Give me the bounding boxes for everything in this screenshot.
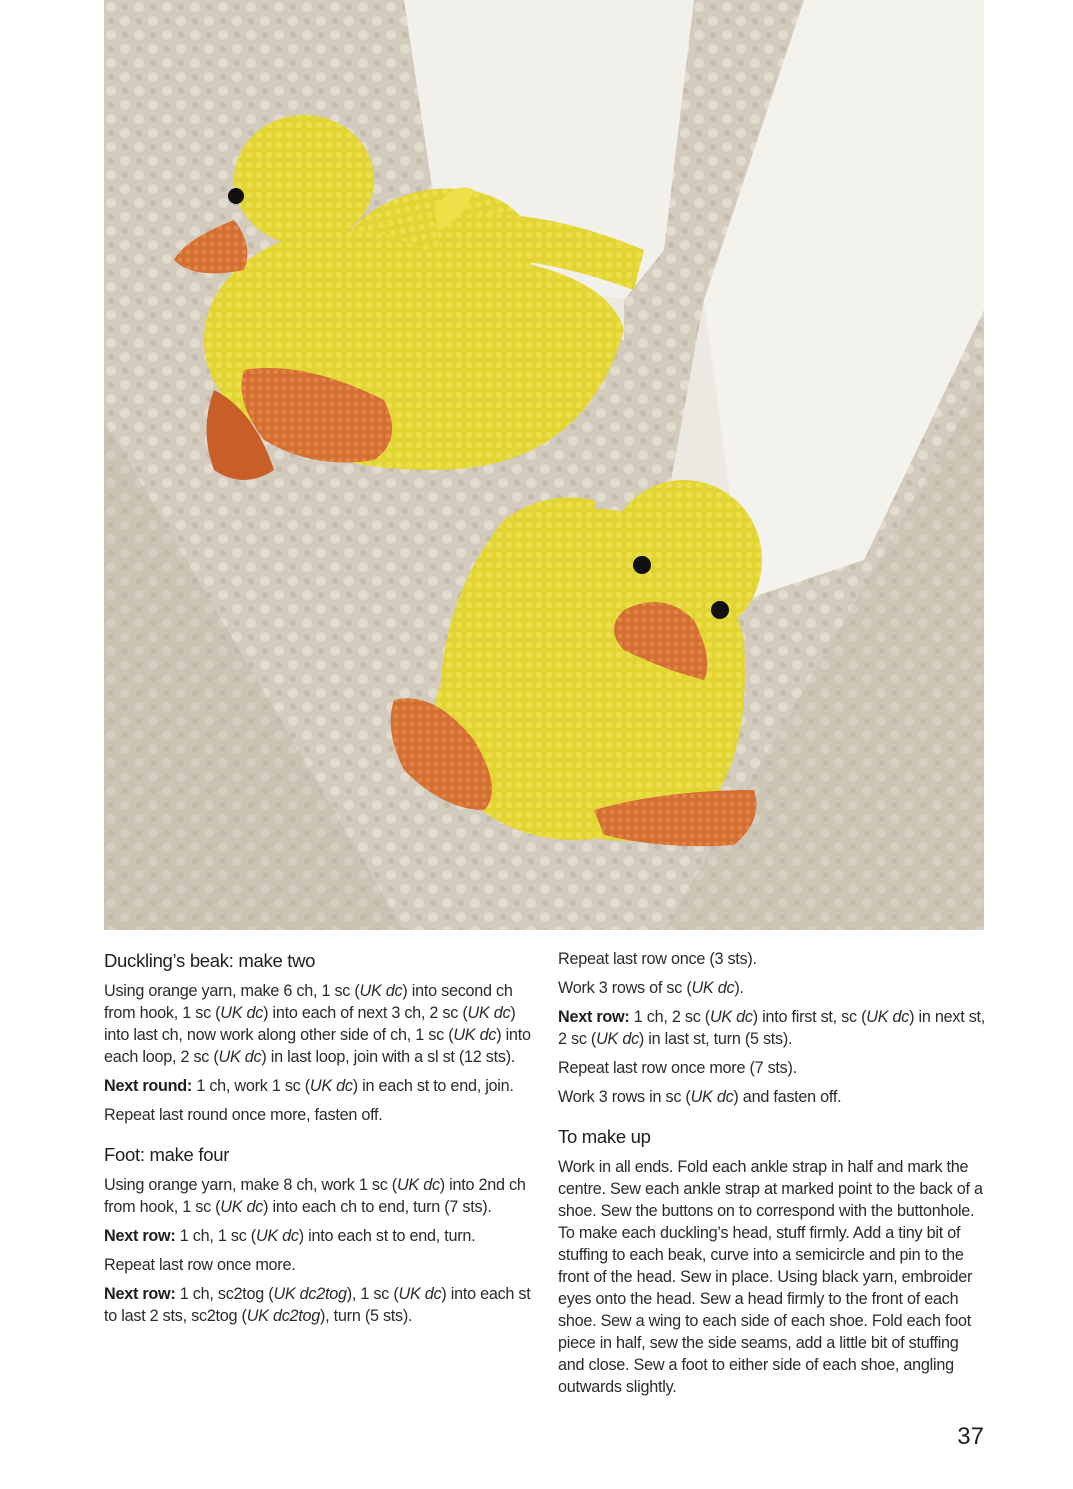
text-run: ) into each ch to end, turn (7 sts). (263, 1198, 492, 1216)
right-column (558, 948, 986, 1405)
page-number: 37 (957, 1423, 984, 1450)
make-up-heading: To make up (558, 1126, 651, 1147)
foot-heading: Foot: make four (104, 1144, 230, 1165)
text-run: 1 ch, 2 sc ( (629, 1008, 710, 1026)
photo-illustration (104, 0, 984, 930)
text-run: Using orange yarn, make 8 ch, work 1 sc ( (104, 1176, 397, 1194)
text-run: ) into each of next 3 ch, 2 sc ( (263, 1004, 468, 1022)
uk-term: UK dc (255, 1227, 299, 1245)
uk-term: UK dc (220, 1198, 264, 1216)
left-column (104, 948, 536, 1334)
uk-term: UK dc (218, 1048, 262, 1066)
foot-instructions (104, 1174, 536, 1218)
text-run: 1 ch, 1 sc ( (175, 1227, 256, 1245)
text-run: ) into second ch from hook, 1 sc ( (104, 982, 513, 1022)
increase-row (558, 1006, 986, 1050)
bold-label: Next round: (104, 1077, 193, 1095)
text-run: ) and fasten off. (733, 1088, 842, 1106)
foot-decrease-row (104, 1283, 536, 1327)
text-run: ), turn (5 sts). (320, 1307, 413, 1325)
foot-next-row (104, 1225, 536, 1247)
repeat-once: Repeat last row once (3 sts). (558, 950, 757, 968)
text-run: ), 1 sc ( (346, 1285, 399, 1303)
text-run: ) into each loop, 2 sc ( (104, 1026, 531, 1066)
uk-term: UK dc (596, 1030, 639, 1048)
text-run: ) into each st to end, turn. (298, 1227, 476, 1245)
uk-term: UK dc2tog (273, 1285, 347, 1303)
duckling-booties-photo (104, 0, 984, 930)
text-run: ) in each st to end, join. (352, 1077, 514, 1095)
text-run: ) in last loop, join with a sl st (12 sts). (261, 1048, 516, 1066)
text-run: ) into each st to last 2 sts, sc2tog ( (104, 1285, 531, 1325)
uk-term: UK dc (453, 1026, 497, 1044)
uk-term: UK dc (398, 1285, 442, 1303)
uk-term: UK dc (709, 1008, 753, 1026)
bold-label: Next row: (104, 1285, 176, 1303)
uk-term: UK dc (309, 1077, 353, 1095)
uk-term: UK dc (690, 1088, 734, 1106)
beak-instructions (104, 980, 536, 1068)
uk-term: UK dc (220, 1004, 264, 1022)
bold-label: Next row: (104, 1227, 176, 1245)
text-run: Using orange yarn, make 6 ch, 1 sc ( (104, 982, 360, 1000)
beak-heading: Duckling’s beak: make two (104, 950, 316, 971)
text-run: ) into 2nd ch from hook, 1 sc ( (104, 1176, 526, 1216)
text-run: ) in last st, turn (5 sts). (638, 1030, 793, 1048)
beak-repeat: Repeat last round once more, fasten off. (104, 1106, 383, 1124)
uk-term: UK dc (691, 979, 735, 997)
text-run: 1 ch, sc2tog ( (175, 1285, 274, 1303)
text-run: ) in next st, 2 sc ( (558, 1008, 986, 1048)
fasten-off (558, 1086, 986, 1108)
text-run: ) into first st, sc ( (752, 1008, 867, 1026)
uk-term: UK dc2tog (246, 1307, 321, 1325)
uk-term: UK dc (396, 1176, 440, 1194)
text-run: 1 ch, work 1 sc ( (192, 1077, 310, 1095)
uk-term: UK dc (359, 982, 403, 1000)
bold-label: Next row: (558, 1008, 630, 1026)
repeat-once-more: Repeat last row once more (7 sts). (558, 1059, 797, 1077)
text-run: ). (734, 979, 744, 997)
text-run: Work 3 rows in sc ( (558, 1088, 691, 1106)
make-up-instructions: Work in all ends. Fold each ankle strap in half and mark the centre. Sew each ankle strap at marked point to the back of a shoe. Sew the buttons on to correspond with the buttonhole. To make each duckling’s head, stuff firmly. Add a tiny bit of stuffing to each beak, curve into a semicircle and pin to the front of the head. Sew in place. Using black yarn, embroider eyes onto the head. Sew a head firmly to the front of each shoe. Sew a wing to each side of each shoe. Fold each foot piece in half, sew the side seams, add a little bit of stuffing and close. Sew a foot to either side of each shoe, angling outwards slightly. (558, 1158, 983, 1396)
beak-next-round (104, 1075, 536, 1097)
foot-repeat: Repeat last row once more. (104, 1256, 296, 1274)
text-run: Work 3 rows of sc ( (558, 979, 692, 997)
work-three-rows (558, 977, 986, 999)
text-run: ) into last ch, now work along other side of ch, 1 sc ( (104, 1004, 516, 1044)
uk-term: UK dc (467, 1004, 511, 1022)
uk-term: UK dc (866, 1008, 910, 1026)
